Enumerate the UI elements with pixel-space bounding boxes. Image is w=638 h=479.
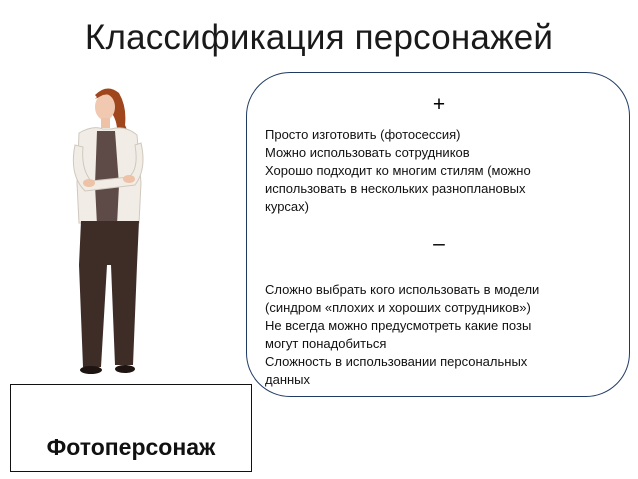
character-type-label: Фотоперсонаж	[46, 434, 216, 460]
woman-photo-character	[55, 85, 165, 377]
cons-line: Сложно выбрать кого использовать в модели	[265, 282, 540, 297]
cons-line: Сложность в использовании персональных	[265, 354, 528, 369]
pros-line: Просто изготовить (фотосессия)	[265, 127, 461, 142]
pros-line: использовать в нескольких разноплановых	[265, 181, 526, 196]
cons-line: (синдром «плохих и хороших сотрудников»)	[265, 300, 531, 315]
pros-line: курсах)	[265, 199, 309, 214]
cons-line: данных	[265, 372, 311, 387]
pros-line: Хорошо подходит ко многим стилям (можно	[265, 163, 531, 178]
cons-line: могут понадобиться	[265, 336, 387, 351]
cons-line: Не всегда можно предусмотреть какие позы	[265, 318, 532, 333]
face	[95, 94, 115, 120]
slide-title: Классификация персонажей	[84, 18, 554, 57]
character-type-label-box	[10, 384, 252, 472]
shoe-left	[80, 366, 102, 374]
pros-list	[265, 126, 605, 216]
minus-sign: –	[433, 232, 445, 255]
pros-cons-card	[246, 72, 630, 397]
pros-line: Можно использовать сотрудников	[265, 145, 470, 160]
shoe-right	[115, 365, 135, 373]
trousers	[79, 221, 139, 367]
plus-sign: +	[432, 93, 446, 116]
cons-list	[265, 281, 605, 389]
